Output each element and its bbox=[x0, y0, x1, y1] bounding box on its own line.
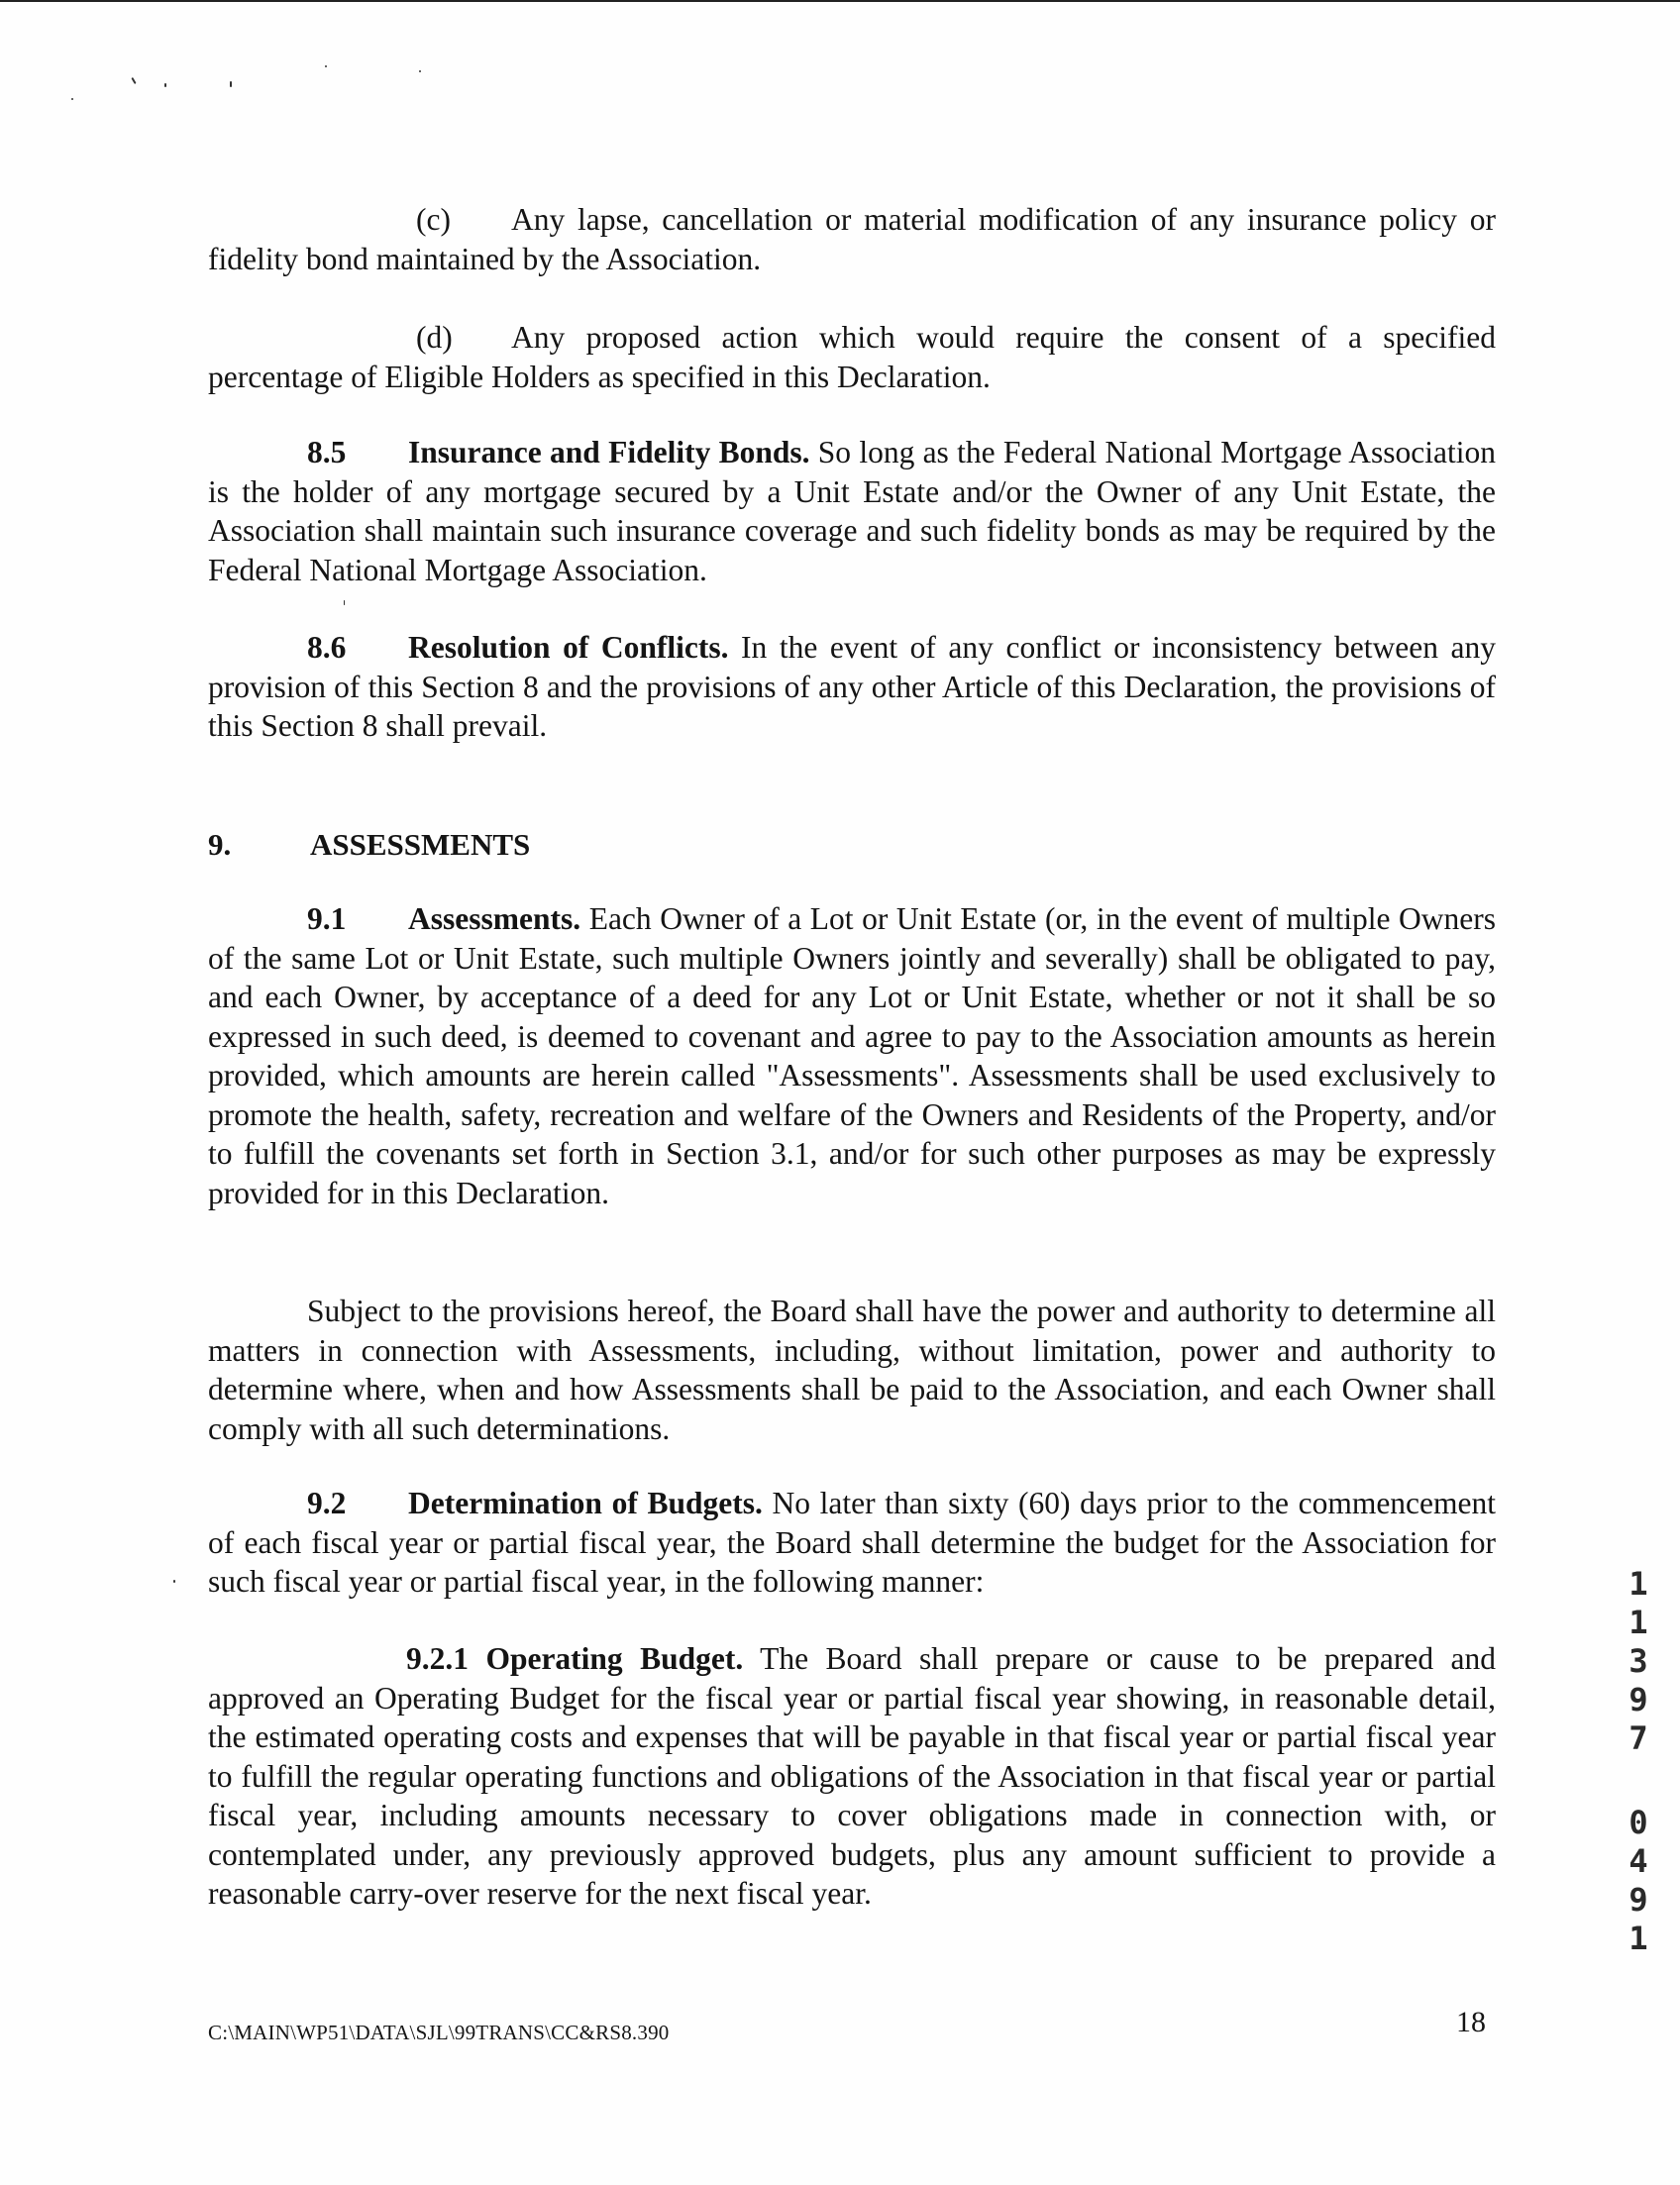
section-9-heading bbox=[208, 827, 530, 863]
stamp-digit: 0 bbox=[1628, 1804, 1648, 1841]
section-8-6 bbox=[208, 628, 1496, 746]
section-text: So long as the Federal National Mortgage Association is the holder of any mortgage secured by a Unit Estate and/or the Owner of any Unit Estate, the Association shall maintain such insurance coverage and such fidelity bonds as may be required by the Federal National Mortgage Association. bbox=[208, 435, 1496, 587]
stamp-digit: 3 bbox=[1628, 1642, 1648, 1680]
section-text: In the event of any conflict or inconsistency between any provision of this Section 8 and the provisions of any other Article of this Declaration, the provisions of this Section 8 shall prevail. bbox=[208, 630, 1497, 743]
section-title: Operating Budget. bbox=[485, 1641, 744, 1676]
footer-file-path: C:\MAIN\WP51\DATA\SJL\99TRANS\CC&RS8.390 bbox=[208, 2021, 670, 2044]
stamp-digit: 1 bbox=[1628, 1604, 1648, 1641]
paragraph-text: Any proposed action which would require the consent of a specified percentage of Eligible Holders as specified in this Declaration. bbox=[208, 320, 1496, 394]
section-text: Each Owner of a Lot or Unit Estate (or, in the event of multiple Owners of the same Lot or Unit Estate, such multiple Owners jointly and severally) shall be obligated to pay, and each Owner, by acceptance of a deed for any Lot or Unit Estate, whether or not it shall be so expressed in such deed, is deemed to covenant and agree to pay to the Association amounts as herein provided, which amounts are herein called "Assessments". Assessments shall be used exclusively to promote the health, safety, recreation and welfare of the Owners and Residents of the Property, and/or to fulfill the covenants set forth in Section 3.1, and/or for such other purposes as may be expressly provided for in this Declaration. bbox=[208, 901, 1497, 1210]
paragraph-c bbox=[208, 200, 1496, 278]
side-document-number-stamp bbox=[1621, 1565, 1656, 1958]
scan-speck bbox=[173, 1580, 175, 1583]
stamp-digit: 9 bbox=[1628, 1881, 1648, 1919]
stamp-digit: 1 bbox=[1628, 1920, 1648, 1957]
section-number: 8.6 bbox=[307, 630, 347, 665]
section-number: 9.2.1 bbox=[406, 1641, 469, 1676]
paragraph-label: (d) bbox=[416, 320, 453, 355]
scan-speck bbox=[131, 77, 136, 84]
section-number: 9.1 bbox=[307, 901, 347, 936]
section-text: No later than sixty (60) days prior to the commencement of each fiscal year or partial fiscal year, the Board shall determine the budget for the Association for such fiscal year or partial fiscal year, in the following manner: bbox=[208, 1486, 1497, 1599]
scan-speck bbox=[71, 98, 73, 100]
scan-speck bbox=[164, 83, 166, 87]
stamp-digit: 7 bbox=[1628, 1719, 1648, 1757]
section-8-5 bbox=[208, 433, 1496, 589]
page-number: 18 bbox=[1456, 2006, 1486, 2038]
paragraph-d bbox=[208, 318, 1496, 396]
section-9-1 bbox=[208, 899, 1496, 1212]
section-title: ASSESSMENTS bbox=[310, 827, 531, 862]
section-text: The Board shall prepare or cause to be prepared and approved an Operating Budget for the fiscal year or partial fiscal year showing, in reasonable detail, the estimated operating costs and expenses that will be payable in that fiscal year or partial fiscal year to fulfill the regular operating functions and obligations of the Association in that fiscal year or partial fiscal year, including amounts necessary to cover obligations made in connection with, or contemplated under, any previously approved budgets, plus any amount sufficient to provide a reasonable carry-over reserve for the next fiscal year. bbox=[208, 1641, 1497, 1911]
scan-top-border bbox=[0, 0, 1680, 2]
stamp-digit: 1 bbox=[1628, 1565, 1648, 1603]
section-title: Determination of Budgets. bbox=[408, 1486, 763, 1520]
scan-speck bbox=[344, 600, 345, 605]
scan-speck bbox=[230, 81, 232, 87]
section-9-2 bbox=[208, 1484, 1496, 1602]
paragraph-text: Any lapse, cancellation or material modification of any insurance policy or fidelity bond maintained by the Association. bbox=[208, 202, 1496, 276]
section-number: 8.5 bbox=[307, 435, 347, 469]
stamp-digit: 9 bbox=[1628, 1681, 1648, 1718]
section-title: Resolution of Conflicts. bbox=[408, 630, 729, 665]
scan-speck bbox=[419, 70, 421, 72]
section-9-1-continued bbox=[208, 1292, 1496, 1448]
section-title: Insurance and Fidelity Bonds. bbox=[408, 435, 810, 469]
section-number: 9. bbox=[208, 827, 232, 862]
scan-speck bbox=[325, 65, 327, 67]
stamp-digit: 4 bbox=[1628, 1842, 1648, 1880]
paragraph-label: (c) bbox=[416, 202, 451, 237]
section-text: Subject to the provisions hereof, the Board shall have the power and authority to determine all matters in connection with Assessments, including, without limitation, power and authority to determine where, when and how Assessments shall be paid to the Association, and each Owner shall comply with all such determinations. bbox=[208, 1294, 1496, 1446]
section-number: 9.2 bbox=[307, 1486, 347, 1520]
section-title: Assessments. bbox=[408, 901, 581, 936]
section-9-2-1 bbox=[208, 1639, 1496, 1914]
